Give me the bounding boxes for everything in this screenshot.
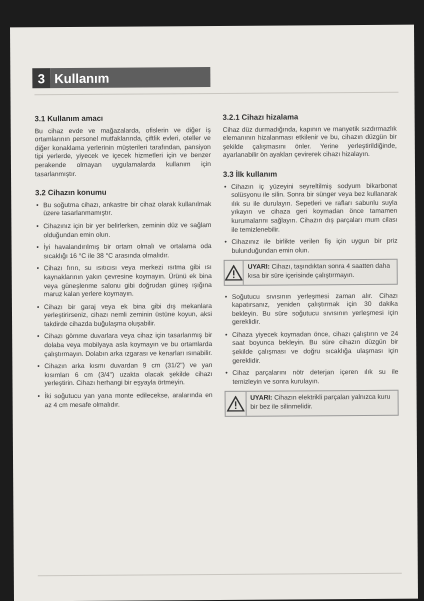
list-item: • Cihazınız için bir yer belirlerken, zeminin düz ve sağlam olduğundan emin olun. (35, 222, 211, 240)
list-item: • Bu soğutma cihazı, ankastre bir cihaz olarak kullanılmak üzere tasarlanmamıştır. (35, 201, 211, 219)
warning-triangle-icon (226, 392, 247, 415)
warning-label: UYARI: (247, 263, 270, 272)
first-use-list-a (223, 182, 398, 256)
section-3-2-title: 3.2 Cihazın konumu (35, 187, 107, 198)
warning-message: Cihazın elektrikli parçaları yalnızca kuru bir bez ile silinmelidir. (250, 394, 391, 411)
header-rule (34, 92, 398, 96)
chapter-number: 3 (32, 68, 50, 88)
section-3-2-1-text: Cihaz düz durmadığında, kapının ve manyetik sızdırmazlık elemanının hizalanması etkilenir ve bu, cihazın düzgün bir şekilde çalışmasını önler. Yerine yerleştirildiğinde, ayarlanabilir ön ayakları çevirerek cihazı hizalayın. (222, 125, 397, 160)
chapter-title: Kullanım (50, 67, 210, 88)
list-item: • Cihazı gömme duvarlara veya cihaz için tasarlanmış bir dolaba veya mobilyaya asla koymayın ve bu ortamlarda çalıştırmayın. Dolabın arka ızgarası ve kenarları ısınabilir. (36, 332, 212, 359)
section-3-3-title: 3.3 İlk kullanım (223, 169, 278, 179)
warning-box (225, 390, 399, 416)
list-item: • Cihazın arka kısmı duvardan 9 cm (31/2") ve yan kısımları 6 cm (3/4") uzakta olacak şekilde cihazı yerleştirin. Cihazı herhangi bir eşyayla örtmeyin. (36, 362, 212, 389)
section-3-1-title: 3.1 Kullanım amacı (34, 113, 104, 124)
left-column (35, 114, 213, 414)
list-item: • Cihazın iç yüzeyini seyreltilmiş sodyum bikarbonat solüsyonu ile silin. Sonra bir sünger veya bez kullanarak ılık su ile durulayın. Sepetleri ve rafları sabunlu suyla yıkayın ve cihaza geri koymadan önce tamamen kurumalarını sağlayın. Cihazın dış parçaları mum cilası ile temizlenebilir. (223, 182, 397, 235)
list-item: • İyi havalandırılmış bir ortam olmalı ve ortalama oda sıcaklığı 16 °C ile 38 °C arasında olmalıdır. (36, 243, 212, 261)
warning-message: Cihazı, taşındıktan sonra 4 saatten daha kısa bir süre içerisinde çalıştırmayın. (247, 263, 391, 280)
list-item: • Cihaz parçalarını nötr deterjan içeren ılık su ile temizleyin ve sonra kurulayın. (224, 369, 398, 387)
section-3-1-text: Bu cihaz evde ve mağazalarda, ofislerin ve diğer iş ortamlarının personel mutfaklarında, çiftlik evleri, oteller ve diğer konaklama yerlerinin müşterileri tarafından, pansiyon tipi yerlerde, yiyecek ve içecek hizmetleri için ve benzer perakende olmayan uygulamalarda kullanım için tasarlanmıştır. (34, 126, 211, 178)
list-item: • Cihazı bir garaj veya ek bina gibi dış mekanlara yerleştirirseniz, cihazı nemli zeminin üstüne koyun, aksi takdirde cihazda buğulaşma oluşabilir. (36, 303, 212, 330)
first-use-list-b (224, 292, 399, 387)
list-item: • Soğutucu sıvısının yerleşmesi zaman alır. Cihazı kapatırsanız, yeniden çalıştırmak için 30 dakika bekleyin. Bu süre soğutucu sıvısının yerleşmesi için gereklidir. (224, 292, 398, 328)
warning-text (244, 260, 397, 284)
right-column (223, 113, 399, 425)
warning-label: UYARI: (250, 395, 273, 403)
list-item: • İki soğutucu yan yana monte edilecekse, aralarında en az 4 cm mesafe olmalıdır. (37, 392, 213, 410)
warning-box (224, 259, 398, 285)
footer-rule (38, 573, 402, 577)
manual-page (10, 25, 418, 601)
section-3-2-1-title: 3.2.1 Cihazı hizalama (222, 112, 299, 122)
placement-list (35, 201, 212, 411)
list-item: • Cihaza yiyecek koymadan önce, cihazı çalıştırın ve 24 saat boyunca bekleyin. Bu süre cihazın düzgün bir şekilde çalışması ve doğru sıcaklığa ulaşması için gereklidir. (224, 331, 398, 367)
warning-triangle-icon (225, 261, 244, 284)
warning-text (246, 391, 398, 415)
chapter-header (32, 66, 210, 89)
list-item: • Cihazınız ile birlikte verilen fiş için uygun bir priz bulunduğundan emin olun. (223, 238, 397, 256)
list-item: • Cihazı fırın, su ısıtıcısı veya merkezi ısıtma gibi ısı kaynaklarının yakın çevresine koymayın. Ürünü ek bina veya güneşlenme salonu gibi doğrudan güneş ışığına maruz kalan yerlere koymayın. (36, 264, 212, 300)
